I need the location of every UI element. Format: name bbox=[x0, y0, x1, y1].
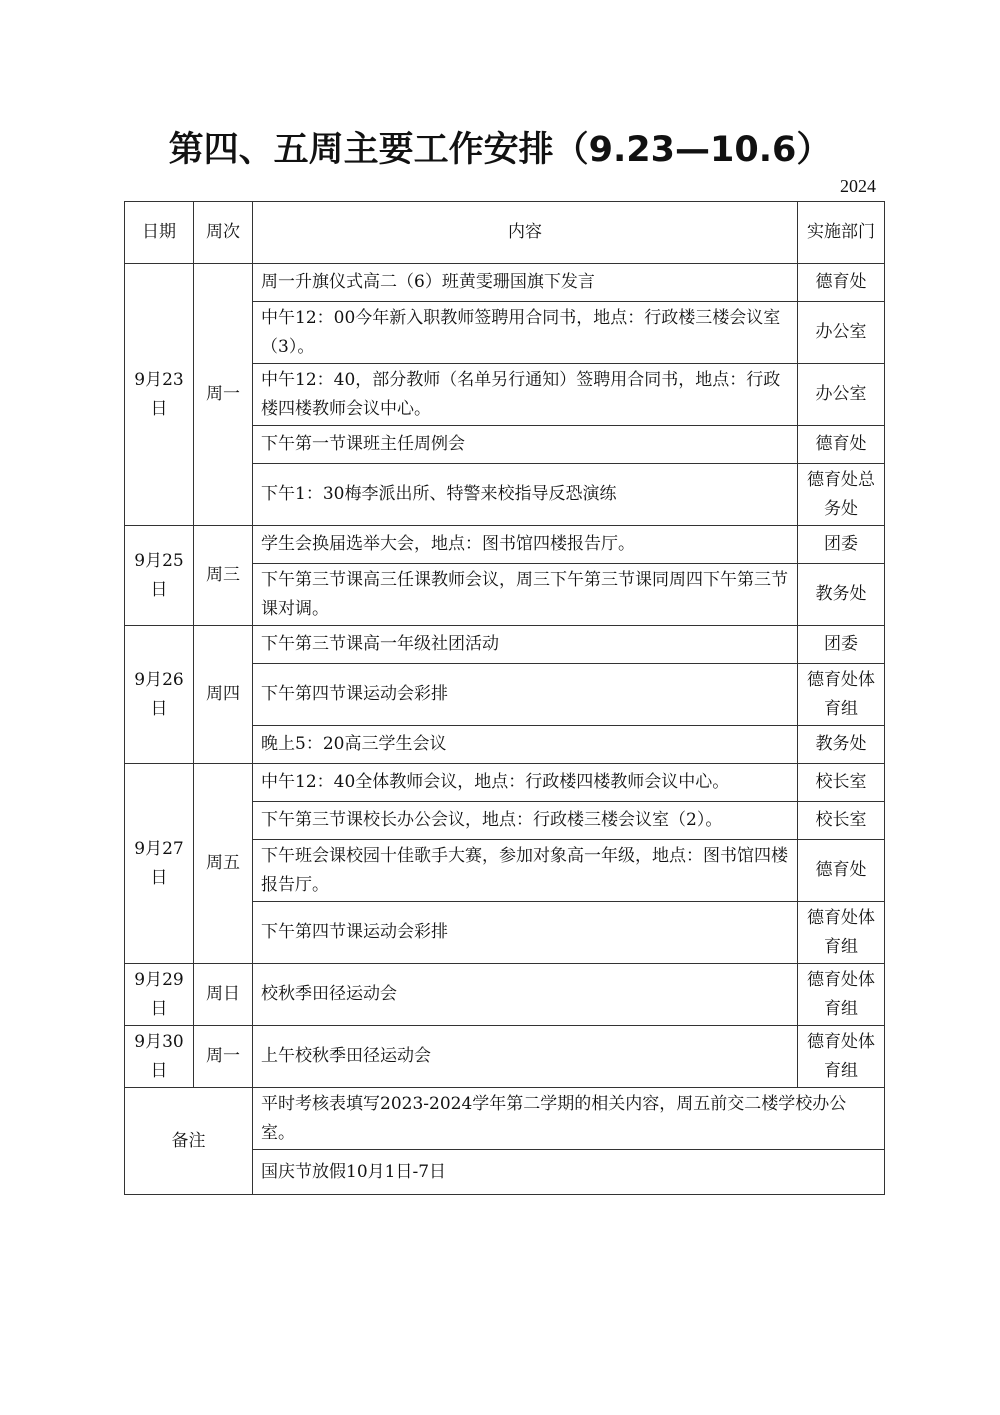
date-cell: 9月29日 bbox=[125, 964, 194, 1026]
table-row bbox=[125, 264, 885, 302]
department-cell: 德育处体育组 bbox=[798, 664, 885, 726]
content-cell: 下午第四节课运动会彩排 bbox=[253, 664, 798, 726]
page-title: 第四、五周主要工作安排（9.23—10.6） bbox=[168, 130, 832, 170]
year-label: 2024 bbox=[840, 176, 876, 196]
table-row bbox=[125, 526, 885, 564]
content-cell: 中午12：40，部分教师（名单另行通知）签聘用合同书，地点：行政楼四楼教师会议中心。 bbox=[253, 364, 798, 426]
content-cell: 中午12：40全体教师会议，地点：行政楼四楼教师会议中心。 bbox=[253, 764, 798, 802]
weekday-cell: 周三 bbox=[194, 526, 253, 626]
header-week: 周次 bbox=[194, 202, 253, 264]
date-cell: 9月23日 bbox=[125, 264, 194, 526]
note-text: 平时考核表填写2023-2024学年第二学期的相关内容，周五前交二楼学校办公室。 bbox=[253, 1088, 885, 1150]
department-cell: 办公室 bbox=[798, 302, 885, 364]
date-cell: 9月26日 bbox=[125, 626, 194, 764]
department-cell: 教务处 bbox=[798, 726, 885, 764]
content-cell: 学生会换届选举大会，地点：图书馆四楼报告厅。 bbox=[253, 526, 798, 564]
department-cell: 德育处体育组 bbox=[798, 1026, 885, 1088]
content-cell: 周一升旗仪式高二（6）班黄雯珊国旗下发言 bbox=[253, 264, 798, 302]
weekday-cell: 周五 bbox=[194, 764, 253, 964]
header-dept: 实施部门 bbox=[798, 202, 885, 264]
table-row bbox=[125, 964, 885, 1026]
department-cell: 德育处总务处 bbox=[798, 464, 885, 526]
table-row bbox=[125, 1026, 885, 1088]
table-row bbox=[125, 626, 885, 664]
department-cell: 德育处体育组 bbox=[798, 902, 885, 964]
date-cell: 9月30日 bbox=[125, 1026, 194, 1088]
schedule-table bbox=[124, 201, 885, 1195]
content-cell: 下午第四节课运动会彩排 bbox=[253, 902, 798, 964]
content-cell: 下午第三节课高一年级社团活动 bbox=[253, 626, 798, 664]
content-cell: 晚上5：20高三学生会议 bbox=[253, 726, 798, 764]
department-cell: 德育处 bbox=[798, 840, 885, 902]
department-cell: 校长室 bbox=[798, 802, 885, 840]
date-cell: 9月25日 bbox=[125, 526, 194, 626]
department-cell: 教务处 bbox=[798, 564, 885, 626]
department-cell: 德育处体育组 bbox=[798, 964, 885, 1026]
content-cell: 下午1：30梅李派出所、特警来校指导反恐演练 bbox=[253, 464, 798, 526]
content-cell: 校秋季田径运动会 bbox=[253, 964, 798, 1026]
weekday-cell: 周一 bbox=[194, 1026, 253, 1088]
weekday-cell: 周四 bbox=[194, 626, 253, 764]
department-cell: 校长室 bbox=[798, 764, 885, 802]
date-cell: 9月27日 bbox=[125, 764, 194, 964]
header-row bbox=[125, 202, 885, 264]
weekday-cell: 周一 bbox=[194, 264, 253, 526]
notes-label: 备注 bbox=[125, 1088, 253, 1195]
note-text: 国庆节放假10月1日-7日 bbox=[253, 1150, 885, 1195]
content-cell: 中午12：00今年新入职教师签聘用合同书，地点：行政楼三楼会议室（3）。 bbox=[253, 302, 798, 364]
weekday-cell: 周日 bbox=[194, 964, 253, 1026]
table-row bbox=[125, 764, 885, 802]
notes-row bbox=[125, 1088, 885, 1150]
content-cell: 下午第三节课校长办公会议，地点：行政楼三楼会议室（2）。 bbox=[253, 802, 798, 840]
department-cell: 团委 bbox=[798, 526, 885, 564]
header-content: 内容 bbox=[253, 202, 798, 264]
content-cell: 上午校秋季田径运动会 bbox=[253, 1026, 798, 1088]
header-date: 日期 bbox=[125, 202, 194, 264]
department-cell: 德育处 bbox=[798, 264, 885, 302]
department-cell: 团委 bbox=[798, 626, 885, 664]
content-cell: 下午班会课校园十佳歌手大赛，参加对象高一年级，地点：图书馆四楼报告厅。 bbox=[253, 840, 798, 902]
content-cell: 下午第一节课班主任周例会 bbox=[253, 426, 798, 464]
department-cell: 办公室 bbox=[798, 364, 885, 426]
department-cell: 德育处 bbox=[798, 426, 885, 464]
content-cell: 下午第三节课高三任课教师会议，周三下午第三节课同周四下午第三节课对调。 bbox=[253, 564, 798, 626]
